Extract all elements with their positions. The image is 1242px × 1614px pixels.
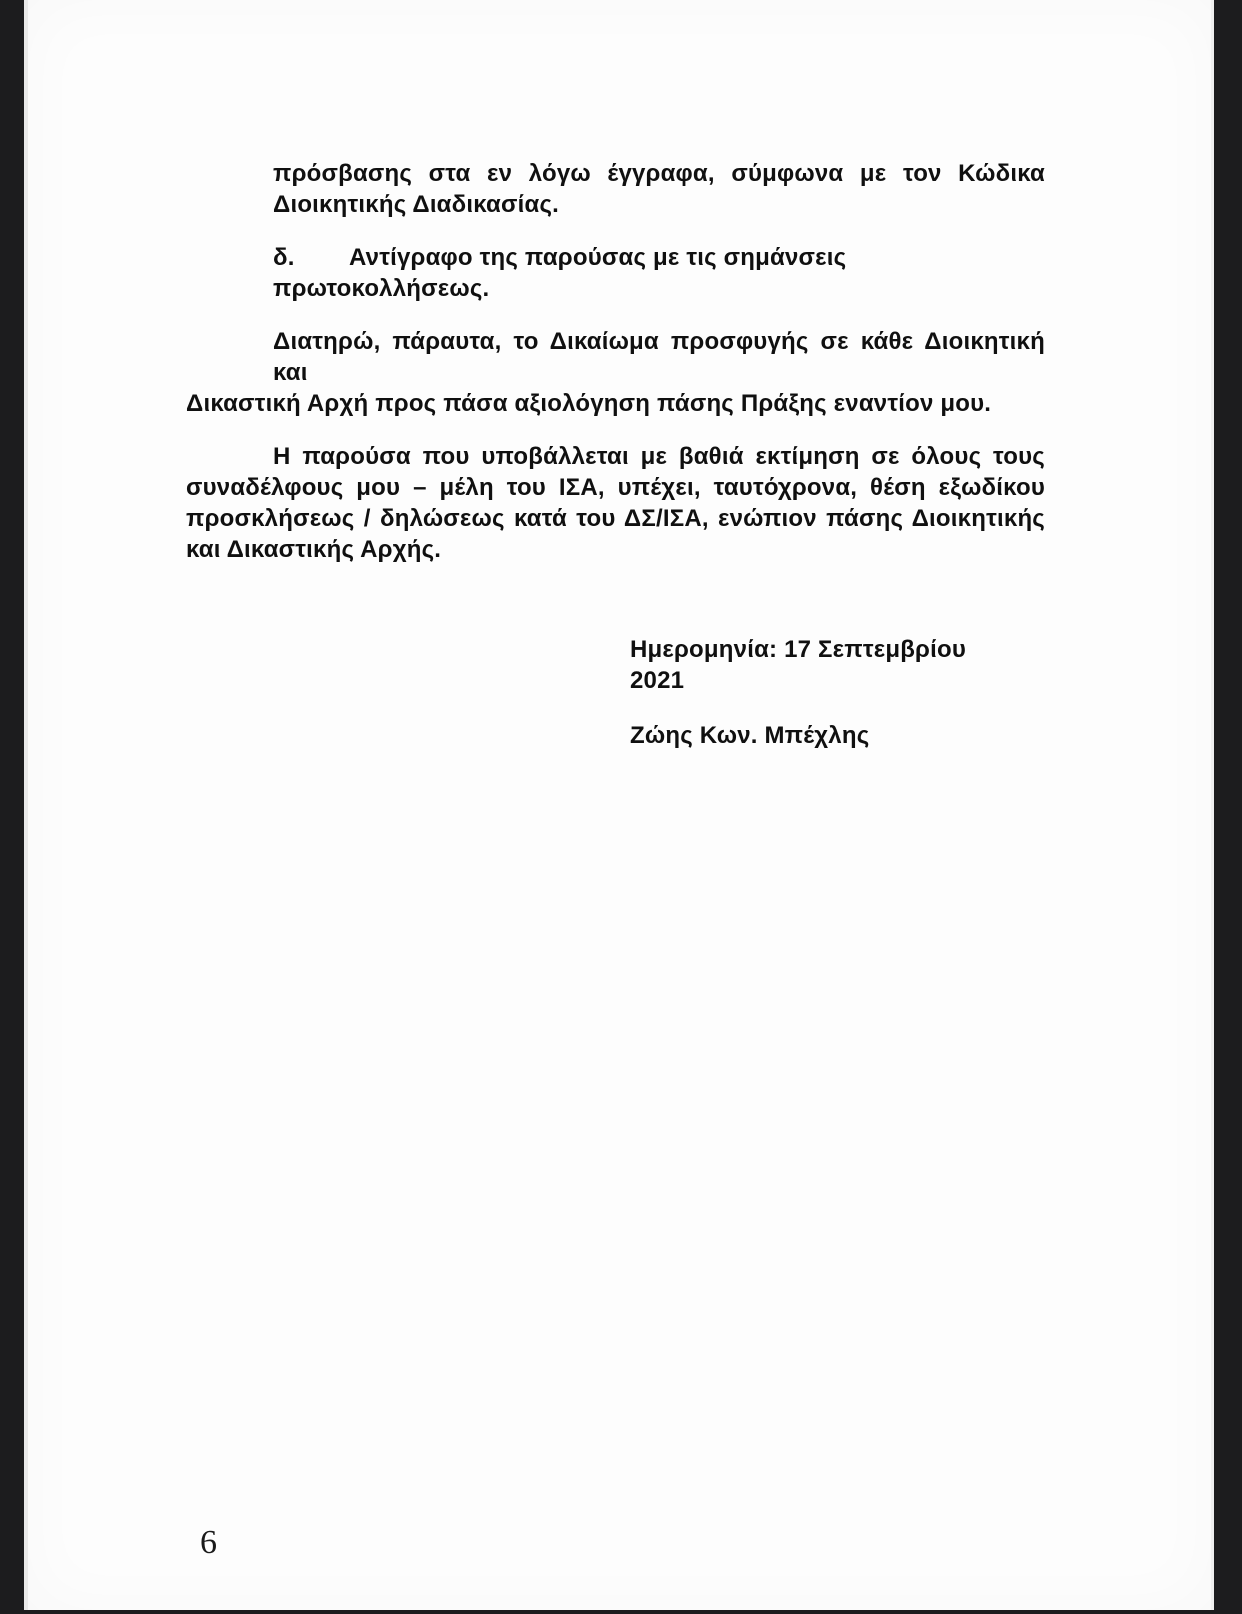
paragraph-list-item-delta <box>273 242 1045 304</box>
list-marker-delta: δ. <box>273 244 295 271</box>
paragraph-body <box>186 326 1045 419</box>
paragraph-body <box>186 441 1045 565</box>
text-line: και Δικαστικής Αρχής. <box>186 536 442 563</box>
signature-block <box>630 634 1010 751</box>
page-number: 6 <box>200 1524 217 1561</box>
paragraph-continuation <box>273 158 1045 220</box>
list-item-text: Αντίγραφο της παρούσας με τις σημάνσεις πρωτοκολλήσεως. <box>273 244 847 302</box>
text-line: πρόσβασης στα εν λόγω έγγραφα, σύμφωνα με τον Κώδικα <box>273 160 1045 187</box>
signatory-name: Ζώης Κων. Μπέχλης <box>630 722 870 749</box>
text-line: Η παρούσα που υποβάλλεται με βαθιά εκτίμηση σε όλους τους <box>273 443 1045 470</box>
document-page <box>24 0 1214 1610</box>
text-line: προσκλήσεως / δηλώσεως κατά του ΔΣ/ΙΣΑ, ενώπιον πάσης Διοικητικής <box>186 505 1045 532</box>
text-line: συναδέλφους μου – μέλη του ΙΣΑ, υπέχει, ταυτόχρονα, θέση εξωδίκου <box>186 474 1045 501</box>
text-line <box>273 242 1045 304</box>
text-line: Δικαστική Αρχή προς πάσα αξιολόγηση πάσης Πράξης εναντίον μου. <box>186 390 992 417</box>
document-text <box>186 158 1045 751</box>
text-line: Διατηρώ, πάραυτα, το Δικαίωμα προσφυγής σε κάθε Διοικητική και <box>273 328 1045 386</box>
date-line: Ημερομηνία: 17 Σεπτεμβρίου 2021 <box>630 636 966 694</box>
text-line: Διοικητικής Διαδικασίας. <box>273 191 559 218</box>
